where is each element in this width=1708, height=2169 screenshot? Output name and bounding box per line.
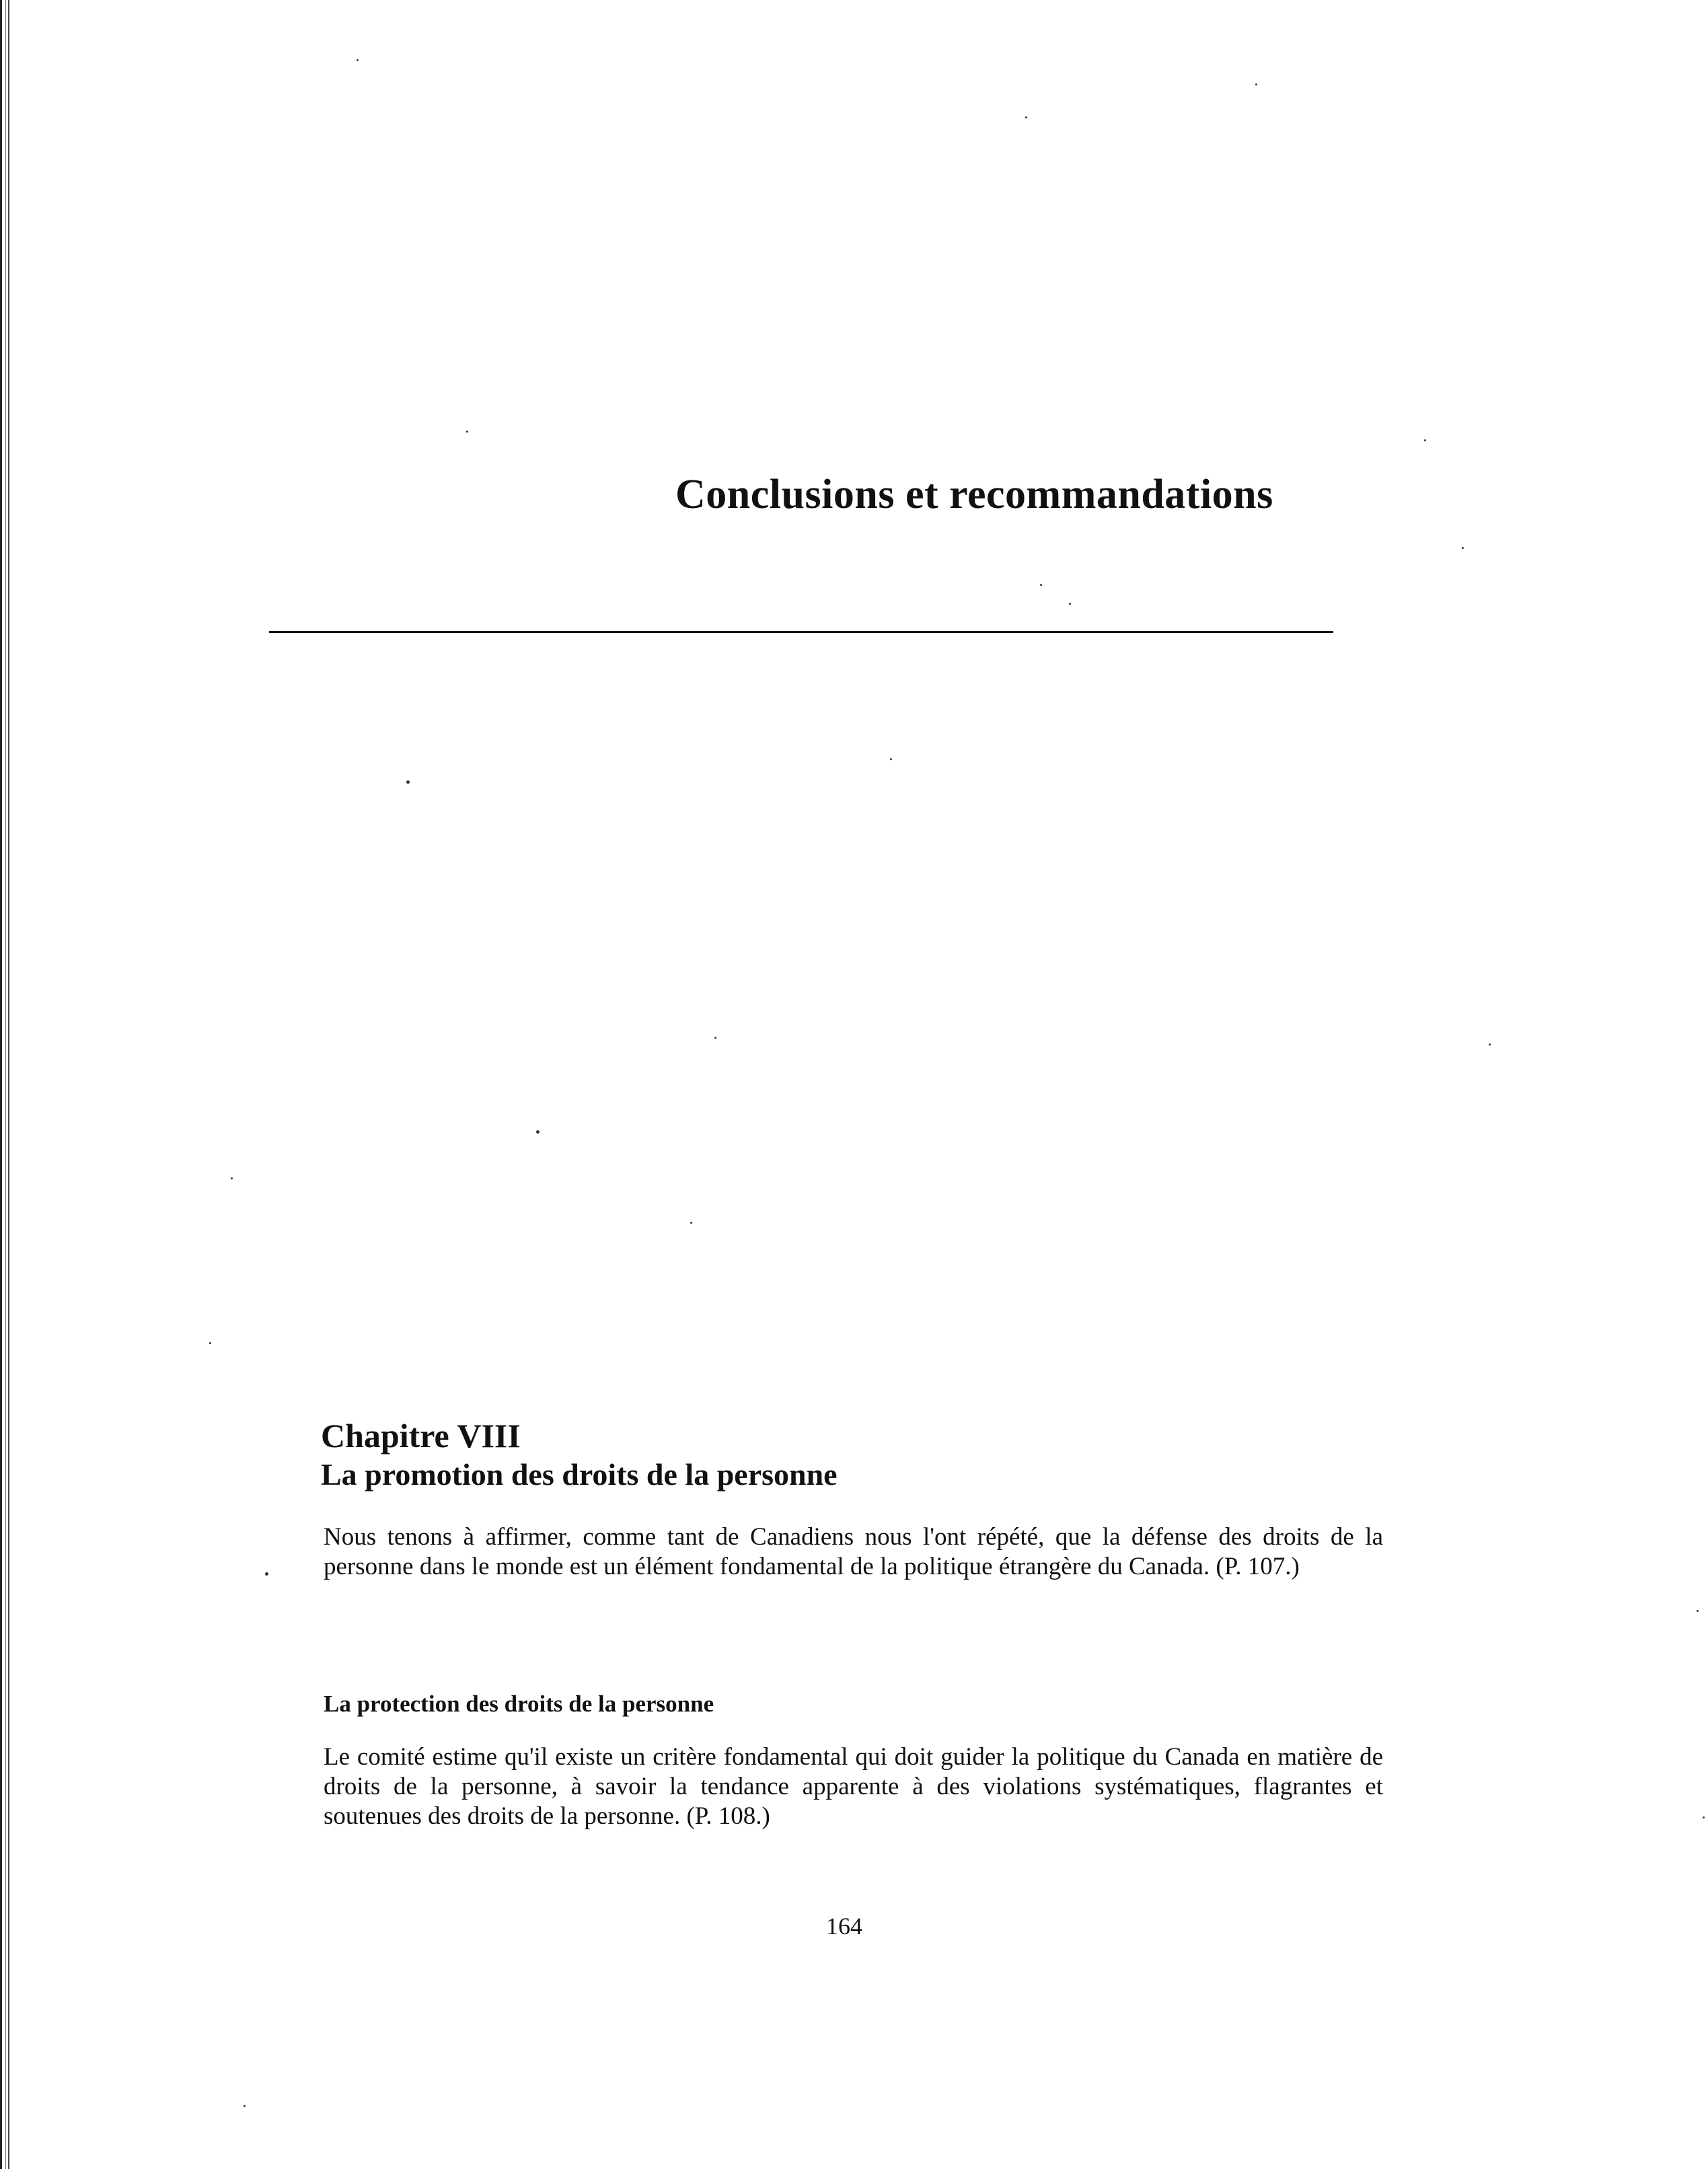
chapter-number: Chapitre VIII [321,1417,521,1455]
scan-speck [1697,1610,1699,1612]
section-heading: La protection des droits de la personne [324,1691,714,1717]
scan-speck [209,1342,211,1344]
scan-speck [1424,439,1426,441]
scan-speck [1040,584,1042,586]
title-divider-rule [269,631,1333,633]
scan-speck [1489,1043,1491,1045]
scan-speck [357,59,359,61]
scan-speck [231,1177,233,1179]
scan-speck [466,431,468,433]
scan-speck [536,1130,540,1134]
paragraph-human-rights-defense: Nous tenons à affirmer, comme tant de Canadiens nous l'ont répété, que la défense des droits de la personne dans le monde est un élément fondamental de la politique étrangère du Canada. (P. 107.) [324,1523,1383,1580]
scan-speck [1462,547,1464,549]
main-title: Conclusions et recommandations [675,472,1273,517]
scan-speck [1025,116,1027,118]
scan-speck [244,2105,246,2107]
scan-binding-edge [0,0,9,2169]
paragraph-fundamental-criterion: Le comité estime qu'il existe un critère fondamental qui doit guider la politique du Canada en matière de droits de la personne, à savoir la tendance apparente à des violations systématiques, flagrantes et soutenues des droits de la personne. (P. 108.) [324,1743,1383,1830]
scan-speck [406,780,410,784]
scan-speck [890,758,892,760]
page-number: 164 [826,1913,862,1940]
scan-speck [714,1037,716,1039]
scan-speck [1703,1816,1705,1818]
scan-speck [1069,603,1071,605]
chapter-title: La promotion des droits de la personne [321,1457,838,1492]
scan-speck [1255,83,1257,85]
scan-speck [690,1222,692,1224]
scan-speck [265,1572,268,1576]
